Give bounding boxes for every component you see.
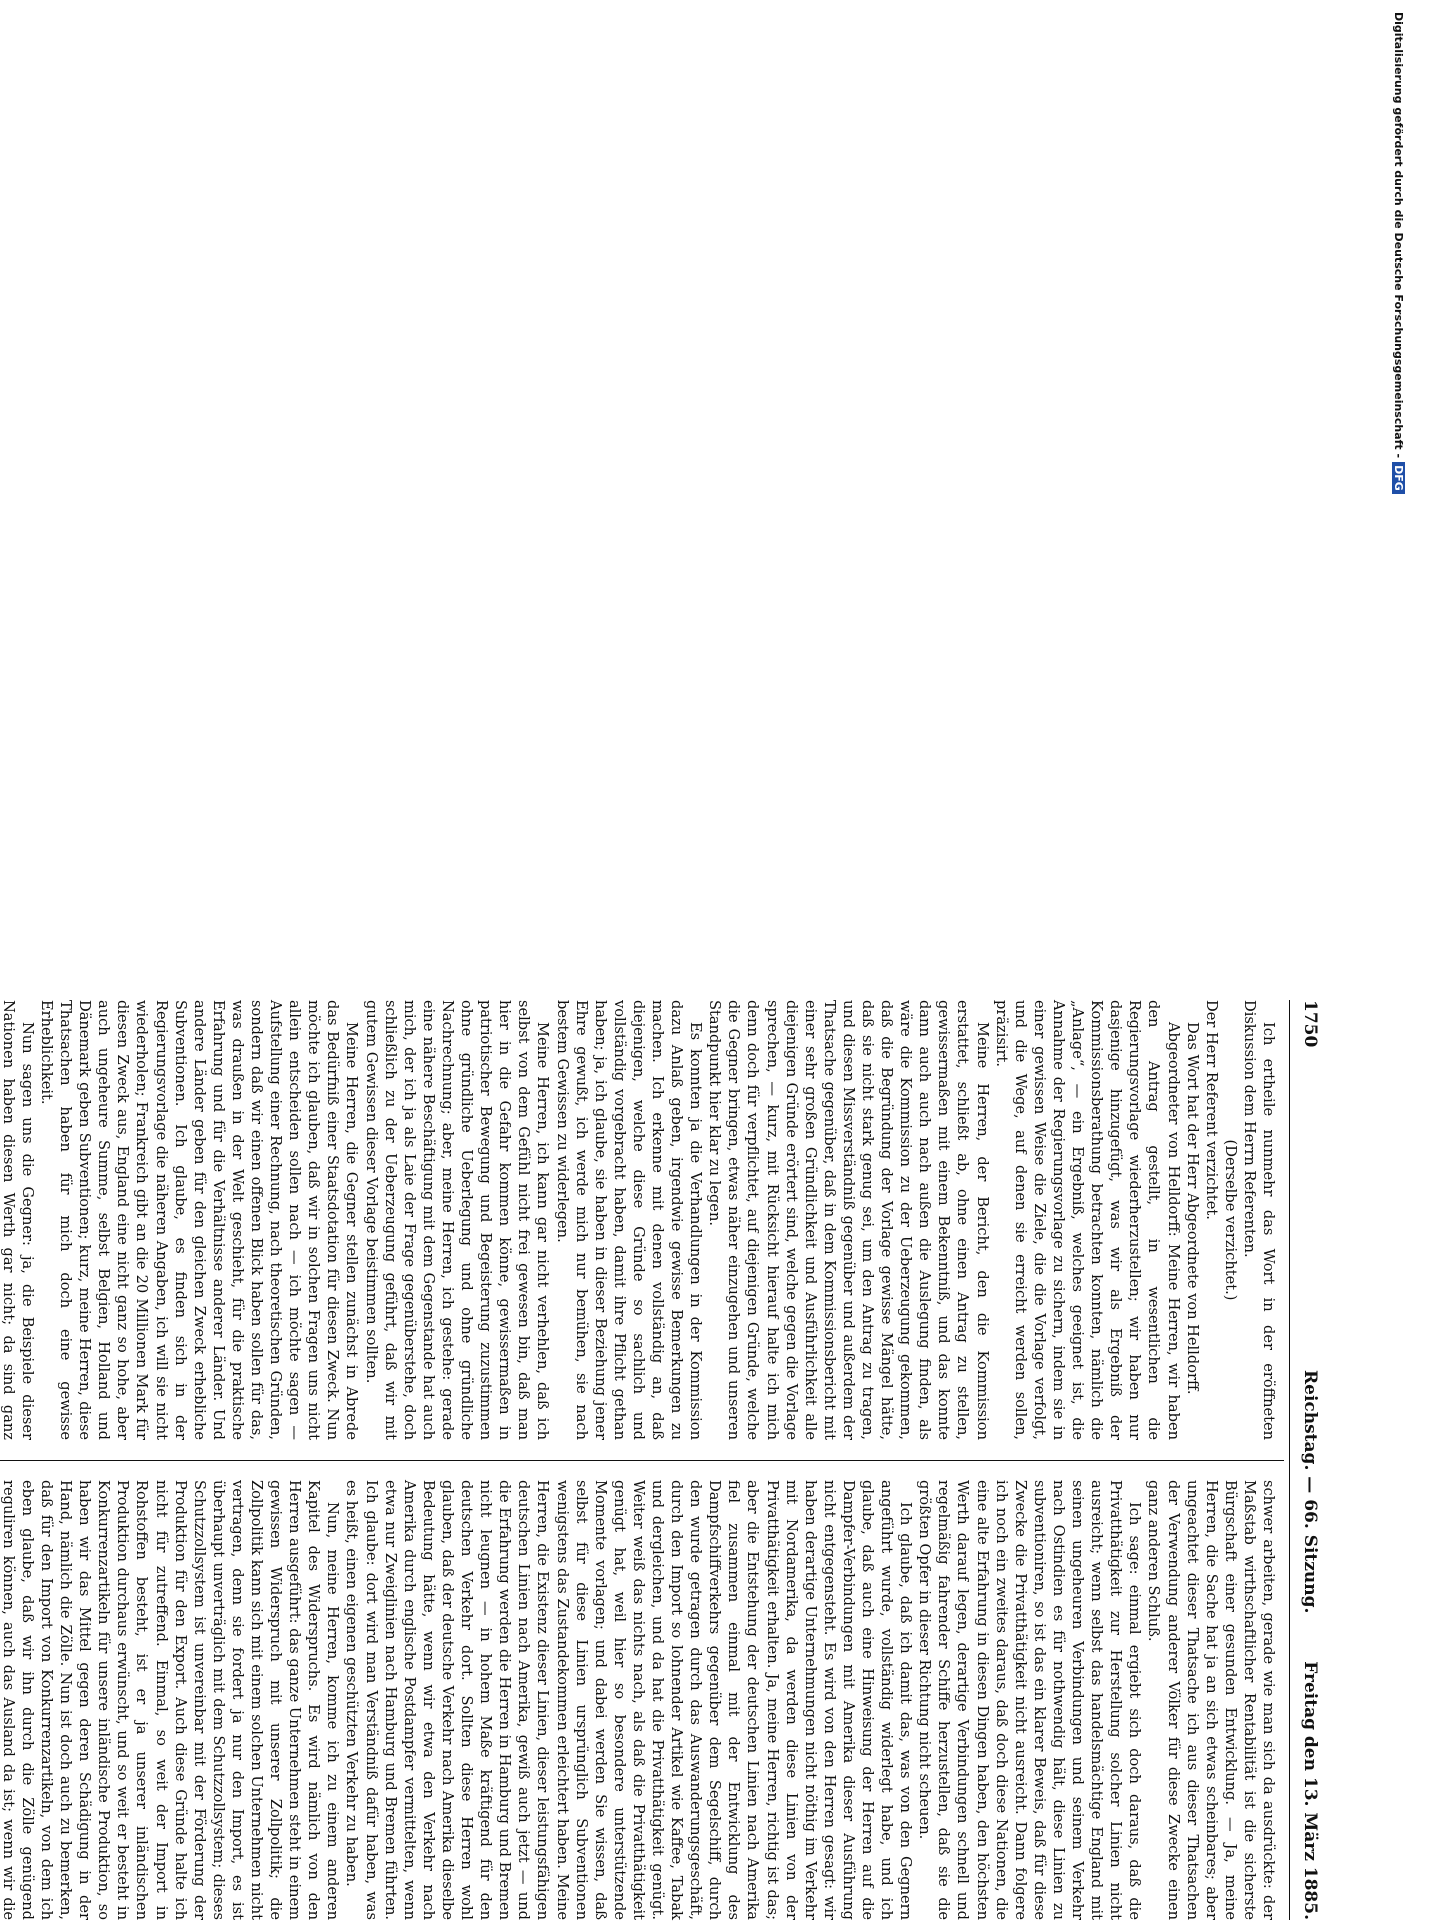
session-title: Reichstag. — 66. Sitzung. bbox=[1300, 1370, 1320, 1614]
paragraph: schwer arbeiten, gerade wie man sich da ausdrückte: der Maßstab wirthschaftlicher Rentabilität ist die sicherste Bürgschaft einer gesunden Entwicklung. — Ja, meine Herren, die Sache hat ja an sich etwas scheinbares; aber ungeachtet dieser Thatsache ich aus dieser Thatsachen der Verwendung anderer Völker für diese Zwecke einen ganz anderen Schluß. bbox=[1145, 1480, 1277, 1920]
document-page bbox=[0, 990, 1340, 1930]
session-date: Freitag den 13. März 1885. bbox=[1300, 1661, 1320, 1920]
paragraph: Meine Herren, ich kann gar nicht verhehlen, daß ich selbst von dem Gefühl nicht frei gewesen bin, daß man hier in die Gefahr kommen könne, gewissermaßen in patriotischer Bewegung und Begeisterung zuzustimmen ohne gründliche Ueberlegung und ohne gründliche Nachrechnung; aber, meine Herren, ich gestehe: gerade eine nähere Beschäftigung mit dem Gegenstande hat auch mich, der ich ja als Laie der Frage gegenüberstehe, doch schließlich zu der Ueberzeugung geführt, daß wir mit gutem Gewissen dieser Vorlage beistimmen sollten. bbox=[362, 1000, 552, 1440]
funding-note bbox=[1389, 12, 1405, 972]
paragraph: Der Herr Referent verzichtet. bbox=[1202, 1000, 1220, 1220]
funding-note-text: Digitalisierung gefördert durch die Deutsche Forschungsgemeinschaft - bbox=[1392, 12, 1405, 459]
left-column bbox=[0, 1000, 1278, 1440]
paragraph: Nun sagen uns die Gegner: ja, die Beispiele dieser Nationen haben diesen Werth gar nicht; da sind ganz bbox=[0, 1000, 36, 1440]
right-column bbox=[0, 1480, 1278, 1920]
paragraph: Meine Herren, die Gegner stellen zunächst in Abrede das Bedürfniß einer Staatsdotation für diesen Zweck. Nun möchte ich glauben, daß wir in solchen Fragen uns nicht allein entscheiden sollen nach — ich möchte sagen — Aufstellung einer Rechnung, nach theoretischen Gründen, sondern daß wir einen offenen Blick haben sollen für das, was draußen in der Welt geschieht, für die praktische Erfahrung und für die Verhältnisse anderer Länder. Und andere Länder geben für den gleichen Zweck erhebliche Subventionen. Ich glaube, es finden sich in der Regierungsvorlage die näheren Angaben, ich will sie nicht wiederholen; Frankreich gibt an die 20 Millionen Mark für diesen Zweck aus, England eine nicht ganz so hohe, aber auch ungeheure Summe, selbst Belgien, Holland und Dänemark geben Subventionen; kurz, meine Herren, diese Thatsachen haben für mich doch eine gewisse Erheblichkeit. bbox=[38, 1000, 361, 1440]
paragraph: Nun, meine Herren, komme ich zu einem anderen Kapitel des Widerspruchs. Es wird nämlich von den Herren ausgeführt: das ganze Unternehmen steht in einem gewissen Widerspruch mit unserer Zollpolitik; die Zollpolitik kann sich mit einem solchen Unternehmen nicht vertragen, denn sie fordert ja nur den Import, es ist überhaupt unverträglich mit dem Schutzzollsystem; dieses Schutzzollsystem ist unvereinbar mit der Förderung der Produktion für den Export. Auch diese Gründe halte ich nicht für zutreffend. Einmal, so weit der Import in Rohstoffen besteht, ist er ja unserer inländischen Produktion durchaus erwünscht, und so weit er besteht in Konkurrenzartikeln für unsere inländische Produktion, so haben wir das Mittel gegen deren Schädigung in der Hand, nämlich die Zölle. Nun ist doch auch zu bemerken, daß für den Import von Konkurrenzartikeln, von dem ich eben glaube, daß wir ihn durch die Zölle genügend reguliren können, auch das Ausland da ist; wenn wir die bbox=[0, 1480, 342, 1920]
paragraph: (Derselbe verzichtet.) bbox=[1221, 1139, 1239, 1301]
page-header bbox=[1289, 1000, 1330, 1920]
paragraph: Das Wort hat der Herr Abgeordnete von Helldorff. bbox=[1183, 1022, 1201, 1395]
paragraph: Es konnten ja die Verhandlungen in der Kommission dazu Anlaß geben, irgendwie gewisse Bemerkungen zu machen. Ich erkenne mit denen vollständig an, daß diejenigen, welche diese Gründe so sachlich und vollständig vorgebracht haben, damit ihre Pflicht gethan haben; ja, ich glaube, sie haben in dieser Beziehung jener Ehre gewußt, ich werde mich nur bemühen, sie nach bestem Gewissen zu widerlegen. bbox=[553, 1000, 705, 1440]
paragraph: Ich sage: einmal ergiebt sich doch daraus, daß die Privatthätigkeit zur Herstellung solcher Linien nicht ausreicht; wenn selbst das handelsmächtige England mit seinen ungeheuren Verbindungen und seinem Verkehr nach Ostindien es für nothwendig hält, diese Linien zu subventioniren, so ist das ein klarer Beweis, daß für diese Zwecke die Privatthätigkeit nicht ausreicht. Dann folgere ich noch ein zweites daraus, daß doch diese Nationen, die eine alte Erfahrung in diesen Dingen haben, den höchsten Werth darauf legen, derartige Verbindungen schnell und regelmäßig fahrender Schiffe herzustellen, daß sie die größten Opfer in dieser Richtung nicht scheuen. bbox=[916, 1480, 1144, 1920]
paragraph: Ich ertheile nunmehr das Wort in der eröffneten Diskussion dem Herrn Referenten. bbox=[1240, 1000, 1277, 1440]
paragraph: Abgeordneter von Helldorff: Meine Herren, wir haben den Antrag gestellt, in wesentlichen die Regierungsvorlage wiederherzustellen; wir haben nur dasjenige hinzugefügt, was wir als Ergebniß der Kommissionsberathung betrachten konnten, nämlich die „Anlage“, — ein Ergebniß, welches geeignet ist, die Annahme der Regierungsvorlage zu sichern, indem sie in einer gewissen Weise die Ziele, die die Vorlage verfolgt, und die Wege, auf denen sie erreicht werden sollen, präzisirt. bbox=[992, 1000, 1182, 1440]
column-divider bbox=[0, 1460, 1284, 1461]
dfg-logo: DFG bbox=[1392, 462, 1405, 494]
page-number: 1750 bbox=[1300, 1000, 1320, 1048]
paragraph: Meine Herren, der Bericht, den die Kommission erstattet, schließt ab, ohne einen Antrag zu stellen, gewissermaßen mit einem Bekenntniß, und das konnte dann auch auch nach außen die Auslegung finden, als wäre die Kommission zu der Ueberzeugung gekommen, daß die Begründung der Vorlage gewisse Mängel hätte, daß sie nicht stark genug sei, um den Antrag zu tragen, und diesen Missverständniß gegenüber und außerdem der Thatsache gegenüber, daß in dem Kommissionsbericht mit einer sehr großen Gründlichkeit und Ausführlichkeit alle diejenigen Gründe erörtert sind, welche gegen die Vorlage sprechen, — kurz, mit Rücksicht hierauf halte ich mich denn doch für verpflichtet, auf diejenigen Gründe, welche die Gegner bringen, etwas näher einzugehen und unseren Standpunkt hier klar zu legen. bbox=[706, 1000, 991, 1440]
paragraph: Ich glaube, daß ich damit das, was von den Gegnern angeführt wurde, vollständig widerlegt habe, und ich glaube, daß auch eine Hinweisung der Herren auf die Dampfer-Verbindungen mit Amerika dieser Ausführung nicht entgegensteht. Es wird von den Herren gesagt: wir haben derartige Unternehmungen nicht nöthig im Verkehr mit Nordamerika, da werden diese Linien von der Privatthätigkeit erhalten. Ja, meine Herren, richtig ist das; aber die Entstehung der deutschen Linien nach Amerika fiel zusammen einmal mit der Entwicklung des Dampfschiffverkehrs gegenüber dem Segelschiff, durch den wurde getragen durch das Auswanderungsgeschäft, durch den Import so lohnender Artikel wie Kaffee, Tabak und dergleichen, und da hat die Privatthätigkeit genügt. Weiter weiß das nichts nach, als daß die Privatthätigkeit genügt hat, weil hier so besondere unterstützende Momente vorlagen; und dabei werden Sie wissen, daß selbst für diese Linien ursprünglich Subventionen wenigstens das Zustandekommen erleichtert haben. Meine Herren, die Existenz dieser Linien, dieser leistungsfähigen deutschen Linien nach Amerika, gewiß auch jetzt — und die Erfahrung werden die Herren in Hamburg und Bremen nicht leugnen — in hohem Maße kräftigend für den deutschen Verkehr dort. Sollten diese Herren wohl glauben, daß der deutsche Verkehr nach Amerika dieselbe Bedeutung hätte, wenn wir etwa den Verkehr nach Amerika durch englische Postdampfer vermittelten, wenn etwa nur Zweiglinien nach Hamburg und Bremen führten. Ich glaube: dort wird man Verständniß dafür haben, was es heißt, einen eigenen geschützten Verkehr zu haben. bbox=[343, 1480, 915, 1920]
